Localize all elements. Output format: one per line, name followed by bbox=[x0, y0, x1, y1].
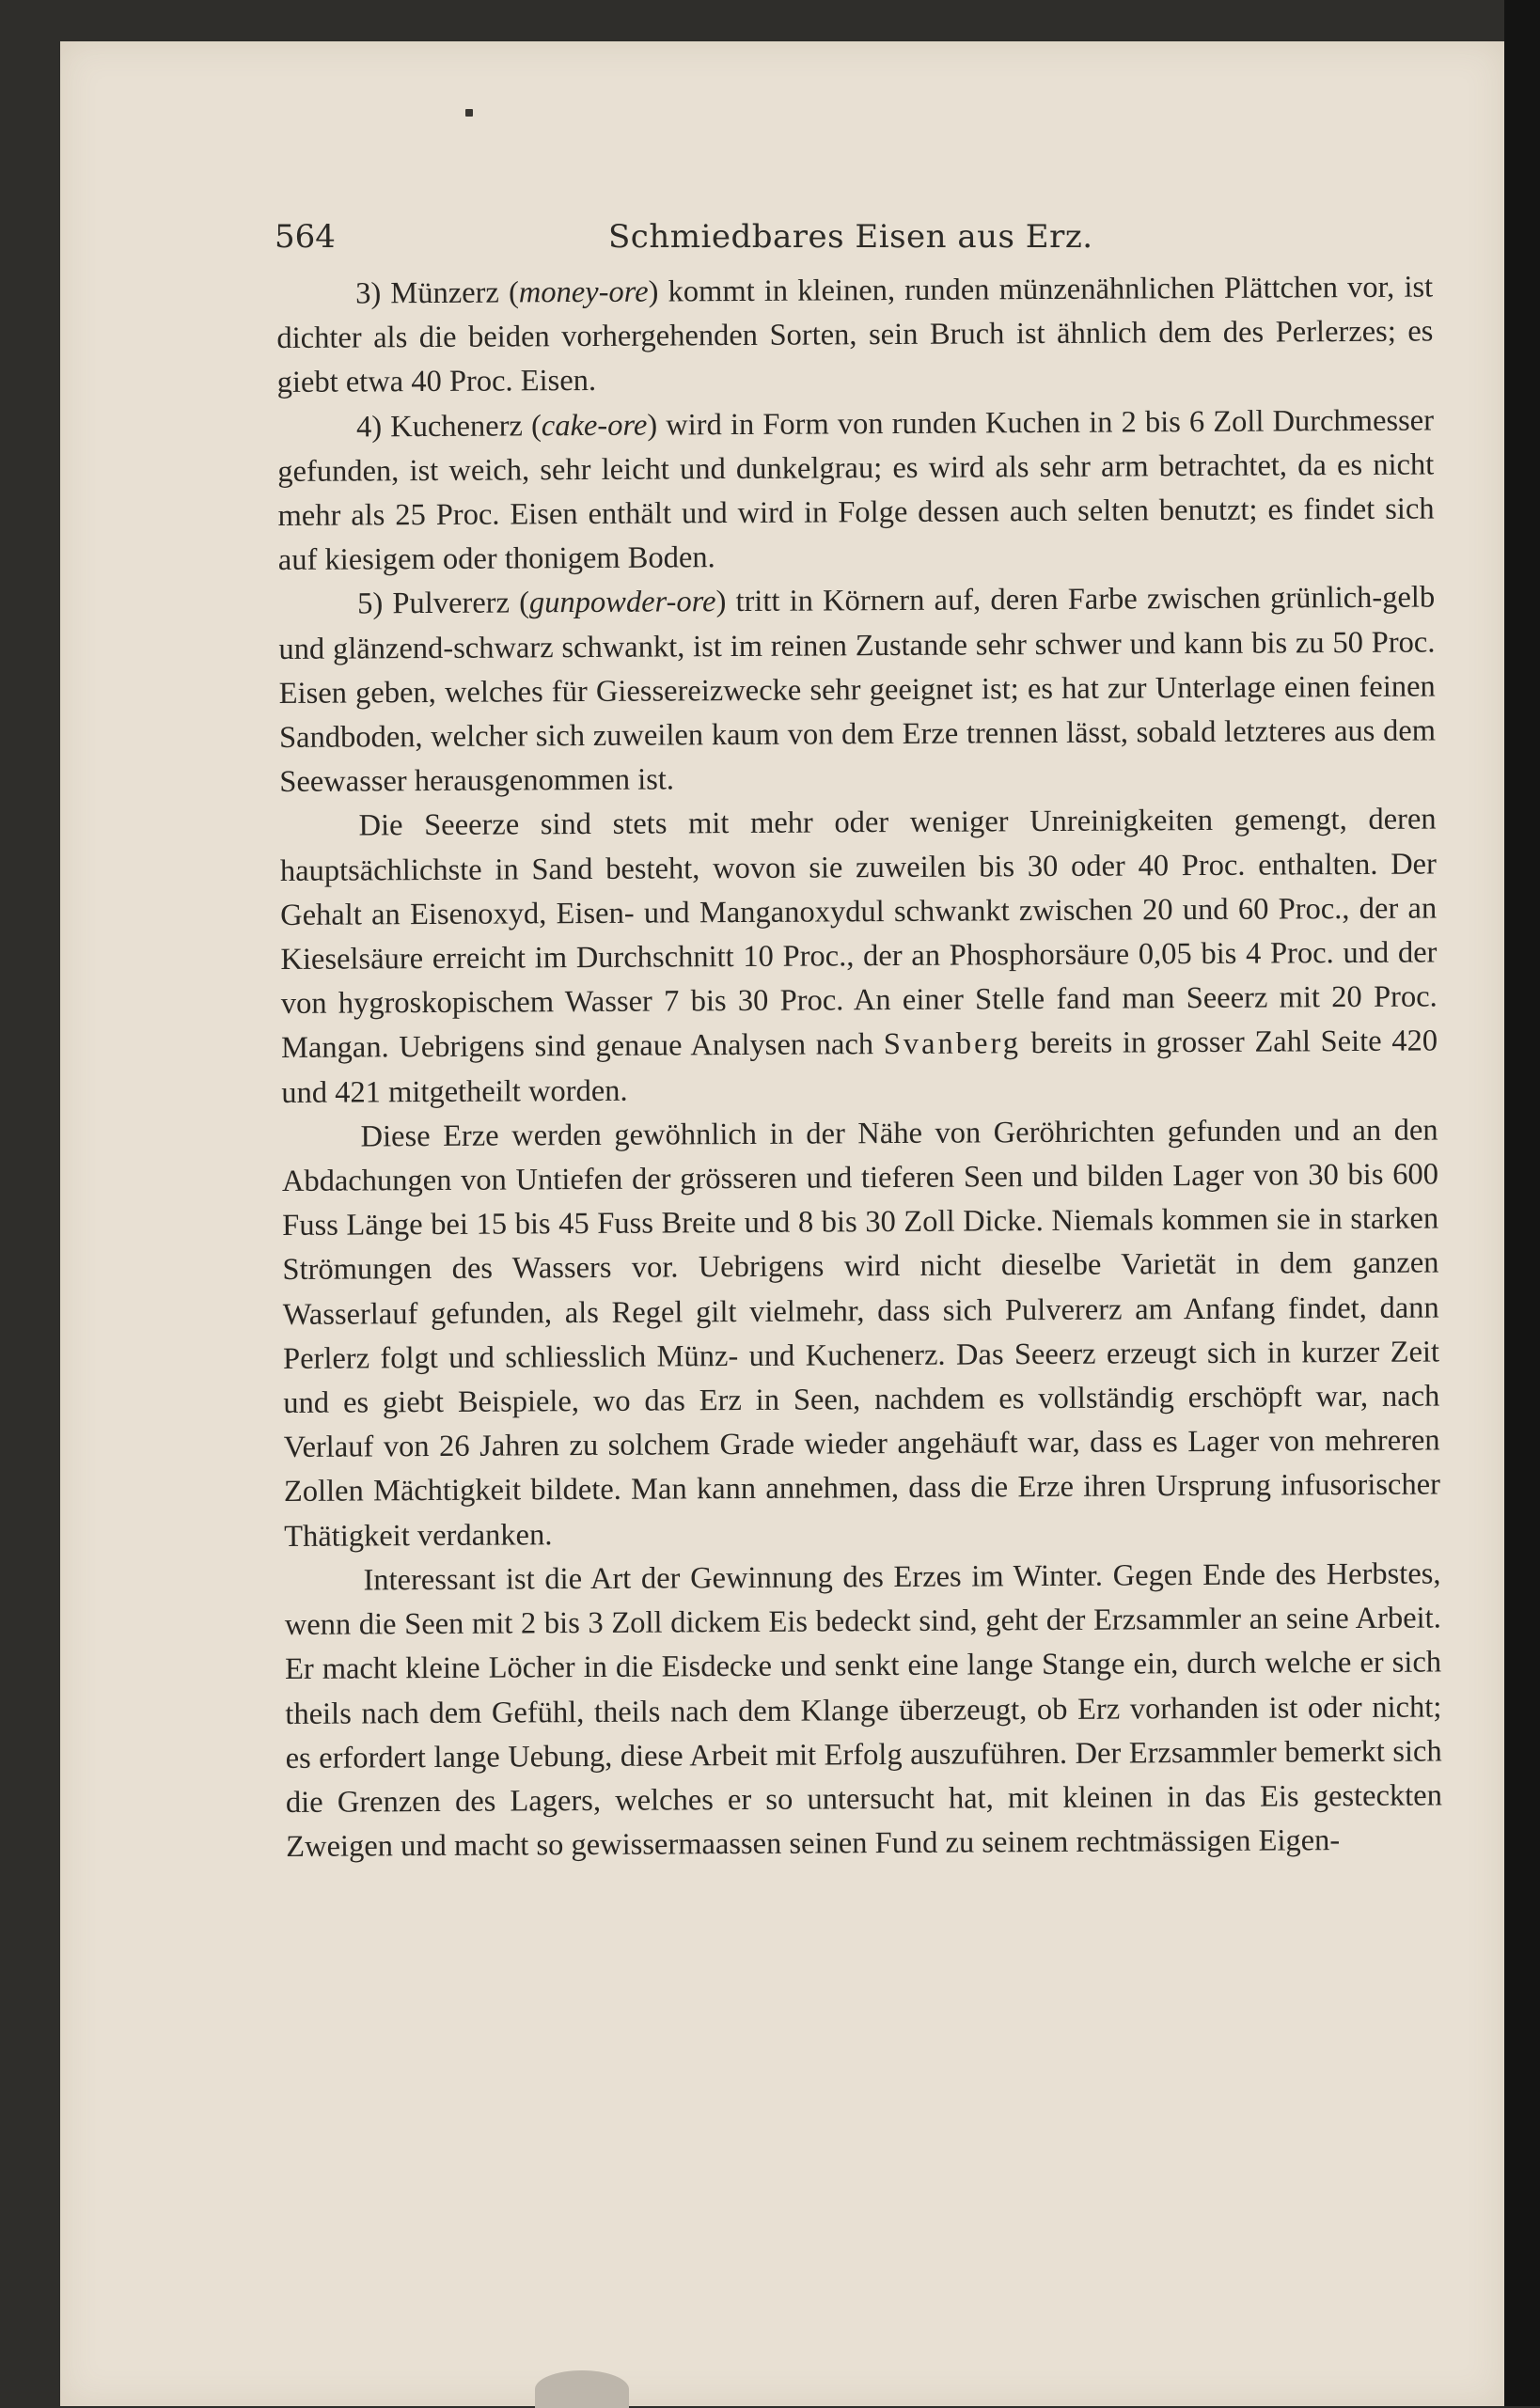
paragraph-winter-extraction: Interessant ist die Art der Gewinnung des Erzes im Winter. Gegen Ende des Herbstes, wenn die Seen mit 2 bis 3 Zoll dickem Eis bedeckt sind, geht der Erzsammler an seine Arbeit. Er macht kleine Löcher in die Eisdecke und senkt eine lange Stange ein, durch welche er sich theils nach dem Gefühl, theils nach dem Klange überzeugt, ob Erz vorhanden ist oder nicht; es erfordert lange Uebung, diese Arbeit mit Erfolg auszuführen. Der Erzsammler bemerkt sich die Grenzen des Lagers, welches er so untersucht hat, mit kleinen in das Eis gesteckten Zweigen und macht so gewissermaassen seinen Fund zu seinem rechtmässigen Eigen- bbox=[284, 1556, 1443, 1865]
paragraph-pulvererz bbox=[278, 576, 1436, 805]
paragraph-rest: ) kommt in kleinen, runden münzenähnlichen Plättchen vor, ist dichter als die beiden vorhergehenden Sorten, sein Bruch ist ähnlich dem des Perlerzes; es giebt etwa 40 Proc. Eisen. bbox=[276, 270, 1434, 400]
running-head bbox=[275, 218, 1418, 263]
paragraph-rest: ) wird in Form von runden Kuchen in 2 bis 6 Zoll Durchmesser gefunden, ist weich, sehr leicht und dunkelgrau; es wird als sehr arm betrachtet, da es nicht mehr als 25 Proc. Eisen enthält und wird in Folge dessen auch selten benutzt; es findet sich auf kiesigem oder thonigem Boden. bbox=[277, 403, 1435, 578]
paragraph-text-before: Die Seeerze sind stets mit mehr oder weniger Unreinigkeiten gemengt, deren hauptsächlichste in Sand besteht, wovon sie zuweilen bis 30 oder 40 Proc. enthalten. Der Gehalt an Eisenoxyd, Eisen- und Manganoxydul schwankt zwischen 20 und 60 Proc., der an Kieselsäure erreicht im Durchschnitt 10 Proc., der an Phosphorsäure 0,05 bis 4 Proc. und der von hygroskopischem Wasser 7 bis 30 Proc. An einer Stelle fand man Seeerz mit 20 Proc. Mangan. Uebrigens sind genaue Analysen nach bbox=[279, 802, 1438, 1066]
paragraph-rest: ) tritt in Körnern auf, deren Farbe zwischen grünlich-gelb und glänzend-schwarz schwankt, ist im reinen Zustande sehr schwer und kann bis zu 50 Proc. Eisen geben, welches für Giessereizwecke sehr geeignet ist; es hat zur Unterlage einen feinen Sandboden, welcher sich zuweilen kaum von dem Erze trennen lässt, sobald letzteres aus dem Seewasser herausgenommen ist. bbox=[278, 580, 1437, 800]
paragraph-composition bbox=[279, 798, 1438, 1116]
paragraph-text-after: bereits in grosser Zahl Seite 420 und 421 mitgetheilt worden. bbox=[281, 1024, 1438, 1110]
paragraph-lead: 4) Kuchenerz ( bbox=[355, 408, 542, 445]
scan-background-edge bbox=[1504, 0, 1540, 2406]
paragraph-lead: 5) Pulvererz ( bbox=[357, 586, 530, 621]
paragraph-muenzerz bbox=[276, 265, 1434, 405]
paragraph-occurrence: Diese Erze werden gewöhnlich in der Nähe von Geröhrichten gefunden und an den Abdachungen von Untiefen der grösseren und tieferen Seen und bilden Lager von 30 bis 600 Fuss Länge bei 15 bis 45 Fuss Breite und 8 bis 30 Zoll Dicke. Niemals kommen sie in starken Strömungen des Wassers vor. Uebrigens wird nicht dieselbe Varietät in dem ganzen Wasserlauf gefunden, als Regel gilt vielmehr, dass sich Pulvererz am Anfang findet, dann Perlerz folgt und schliesslich Münz- und Kuchenerz. Das Seeerz erzeugt sich in kurzer Zeit und es giebt Beispiele, wo das Erz in Seen, nachdem es vollständig erschöpft war, nach Verlauf von 26 Jahren zu solchem Grade wieder angehäuft war, dass es Lager von mehreren Zollen Mächtigkeit bildete. Man kann annehmen, dass die Erze ihren Ursprung infusorischer Thätigkeit verdanken. bbox=[281, 1113, 1441, 1554]
page-speck bbox=[465, 109, 473, 117]
page-bottom-mark bbox=[535, 2370, 629, 2408]
english-term: money-ore bbox=[518, 274, 649, 310]
page-number: 564 bbox=[275, 218, 336, 256]
paragraph-kuchenerz bbox=[277, 399, 1435, 583]
author-name: Svanberg bbox=[883, 1026, 1022, 1062]
english-term: gunpowder-ore bbox=[528, 585, 716, 620]
paragraph-lead: 3) Münzerz ( bbox=[355, 275, 519, 311]
running-title: Schmiedbares Eisen aus Erz. bbox=[608, 218, 1093, 256]
english-term: cake-ore bbox=[541, 408, 648, 443]
body-text bbox=[276, 265, 1442, 1869]
